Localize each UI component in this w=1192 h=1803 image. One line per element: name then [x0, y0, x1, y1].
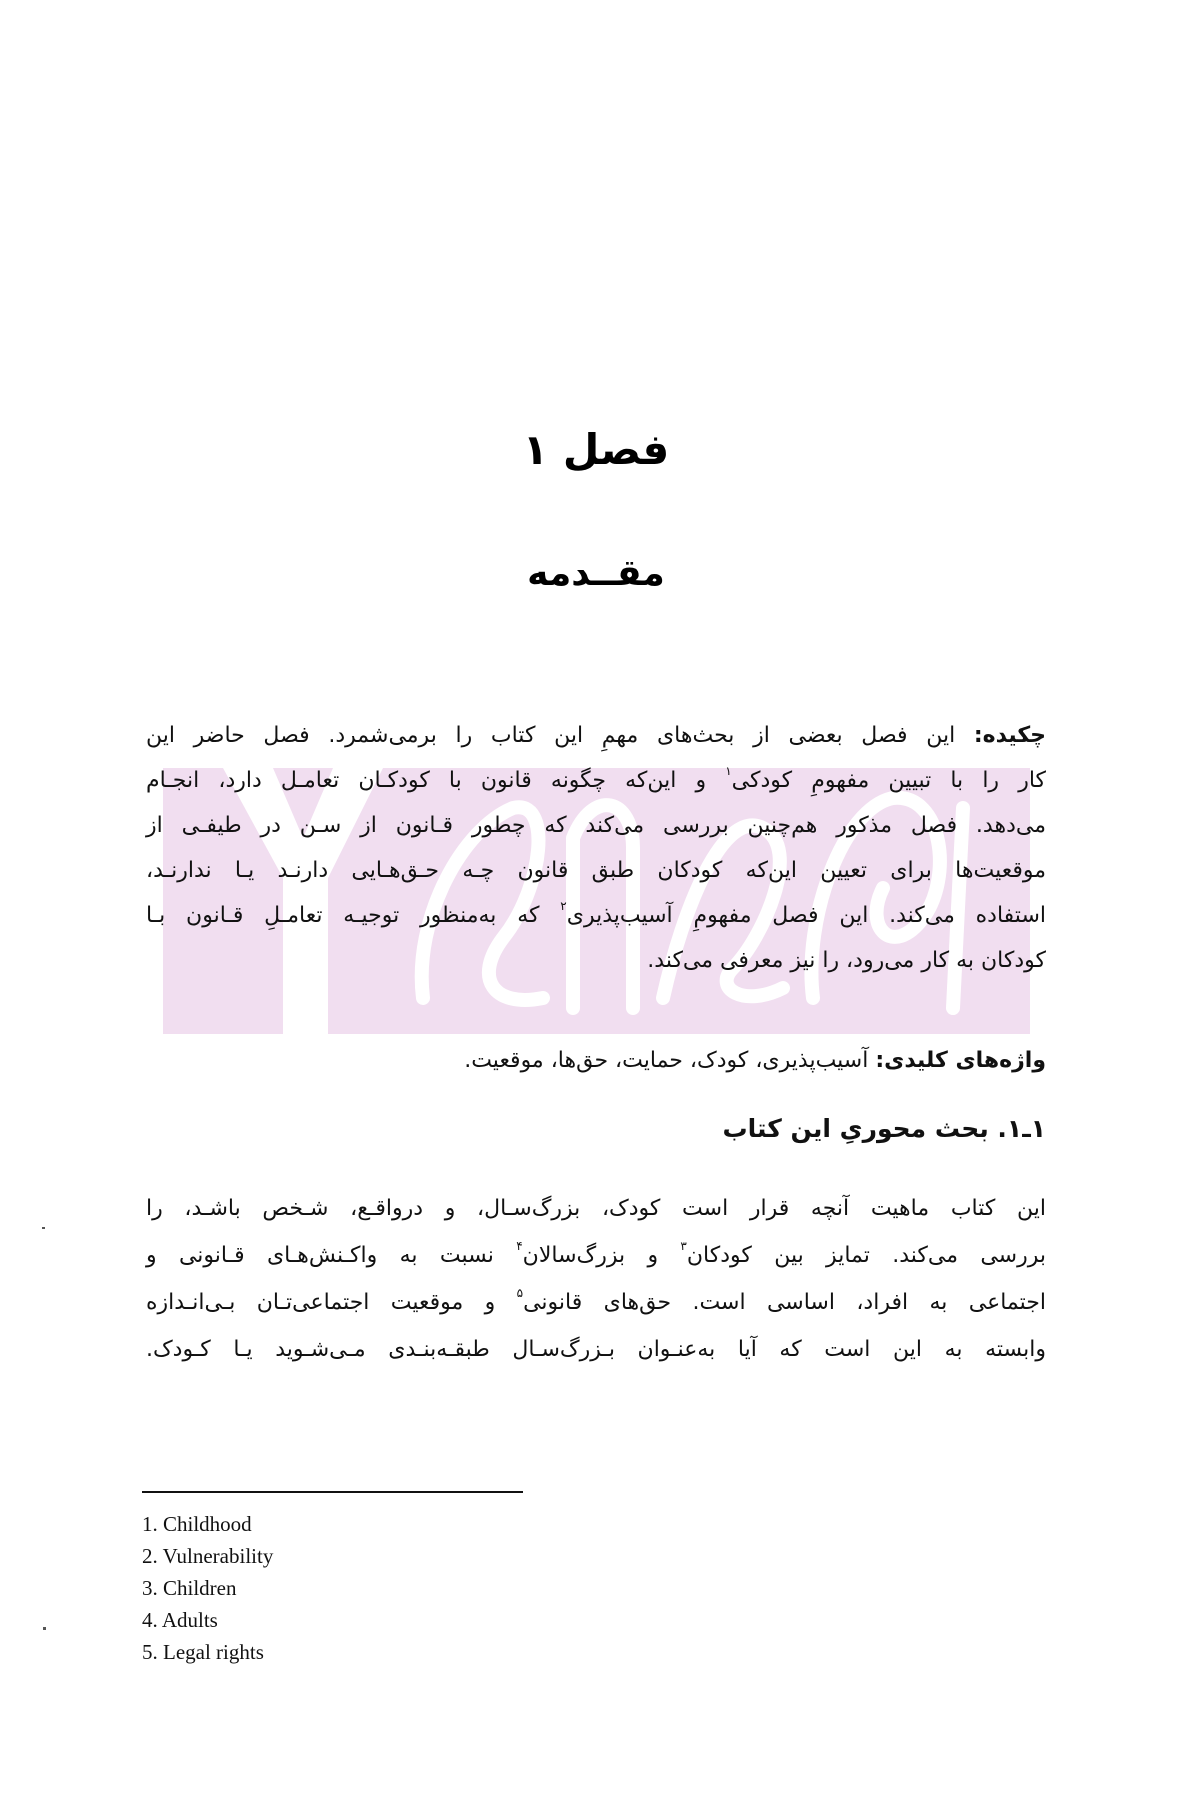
footnotes-list	[142, 1508, 273, 1668]
body-line	[146, 1279, 1046, 1326]
abstract-text: این فصل بعضی از بحث‌های مهمِ این کتاب را برمی‌شمرد. فصل حاضر این	[146, 723, 974, 748]
abstract-line	[146, 803, 1046, 848]
footnote-item: 5. Legal rights	[142, 1640, 264, 1664]
abstract-line	[146, 713, 1046, 758]
footnote-divider	[142, 1491, 523, 1493]
abstract-text: می‌دهد. فصل مذکور هم‌چنین بررسی می‌کند که چطور قـانون از سـن در طیفـی از	[146, 813, 1046, 838]
abstract-line	[146, 893, 1046, 938]
footnote-item: 1. Childhood	[142, 1512, 252, 1536]
footnote-ref[interactable]: ۵	[516, 1286, 524, 1300]
chapter-title: مقــدمه	[527, 553, 665, 594]
footnote-ref[interactable]: ۴	[516, 1239, 523, 1253]
footnote-ref[interactable]: ۱	[725, 764, 732, 778]
body-line	[146, 1185, 1046, 1232]
footnote-ref[interactable]: ۲	[560, 899, 567, 913]
abstract-line	[146, 938, 1046, 983]
abstract-paragraph	[146, 713, 1046, 983]
body-text: اجتماعی به افراد، اساسی است. حق‌های قانونی	[523, 1290, 1046, 1315]
keywords-text: آسیب‌پذیری، کودک، حمایت، حق‌ها، موقعیت.	[464, 1048, 876, 1073]
abstract-text: کار را با تبیین مفهومِ کودکی	[731, 768, 1046, 793]
scan-speck	[42, 1227, 45, 1229]
body-text: نسبت به واکـنش‌هـای قـانونی و	[146, 1243, 517, 1268]
body-line	[146, 1326, 1046, 1373]
footnote-item: 3. Children	[142, 1576, 237, 1600]
abstract-line	[146, 758, 1046, 803]
section-paragraph	[146, 1185, 1046, 1373]
body-line	[146, 1232, 1046, 1279]
abstract-text: موقعیت‌ها برای تعیین این‌که کودکان طبق قانون چـه حـق‌هـایی دارنـد یـا ندارنـد،	[146, 858, 1046, 883]
footnote-item: 2. Vulnerability	[142, 1544, 274, 1568]
chapter-number: فصل ۱	[522, 425, 670, 474]
footnote-ref[interactable]: ۳	[680, 1239, 687, 1253]
scan-speck	[43, 1627, 46, 1630]
body-text: و موقعیت اجتماعی‌تـان بـی‌انـدازه	[146, 1290, 517, 1315]
abstract-line	[146, 848, 1046, 893]
body-text: بررسی می‌کند. تمایز بین کودکان	[686, 1243, 1046, 1268]
abstract-text: و این‌که چگونه قانون با کودکـان تعامـل دارد، انجـام	[146, 768, 726, 793]
section-heading: ۱ـ۱. بحث محوریِ این کتاب	[722, 1114, 1046, 1143]
abstract-text: استفاده می‌کند. این فصل مفهومِ آسیب‌پذیری	[566, 903, 1046, 928]
abstract-label: چکیده:	[973, 723, 1046, 748]
abstract-text: کودکان به کار می‌رود، را نیز معرفی می‌کند.	[647, 948, 1046, 973]
abstract-text: که به‌منظور توجیـه تعامـلِ قـانون بـا	[146, 903, 561, 928]
footnote-item: 4. Adults	[142, 1608, 218, 1632]
keywords-label: واژه‌های کلیدی:	[875, 1048, 1046, 1073]
body-text: این کتاب ماهیت آنچه قرار است کودک، بزرگ‌سـال، و درواقـع، شـخص باشـد، را	[146, 1196, 1046, 1221]
body-text: وابسته به این است که آیا به‌عنـوان بـزرگ‌سـال طبقـه‌بنـدی مـی‌شـوید یـا کـودک.	[146, 1337, 1046, 1362]
body-text: و بزرگ‌سالان	[522, 1243, 681, 1268]
keywords-line	[464, 1038, 1046, 1083]
